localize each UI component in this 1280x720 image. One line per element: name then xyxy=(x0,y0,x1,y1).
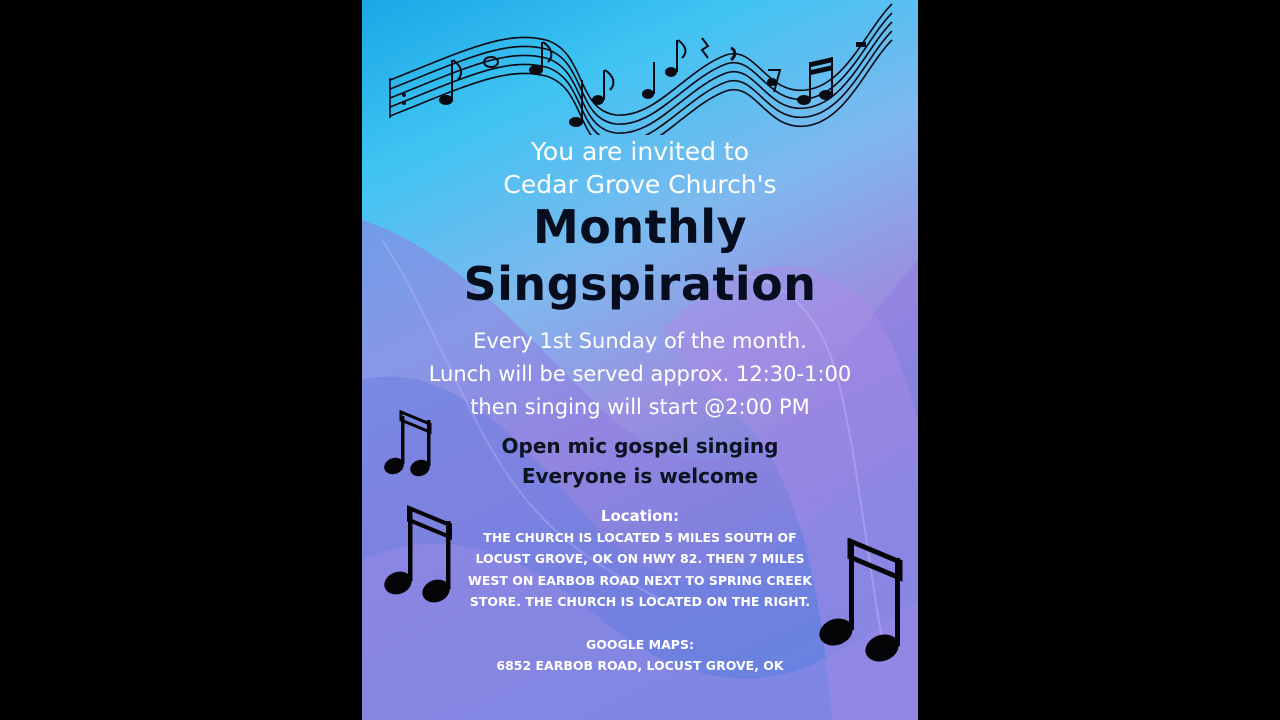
location-line-1: THE CHURCH IS LOCATED 5 MILES SOUTH OF xyxy=(483,530,797,545)
schedule-line-2: Lunch will be served approx. 12:30-1:00 xyxy=(428,362,852,386)
open-mic-line-2: Everyone is welcome xyxy=(521,464,759,488)
maps-address: 6852 EARBOB ROAD, LOCUST GROVE, OK xyxy=(496,658,784,673)
schedule-line-3: then singing will start @2:00 PM xyxy=(470,395,810,419)
music-staff-icon xyxy=(386,0,896,135)
maps-heading: GOOGLE MAPS: xyxy=(586,637,694,652)
title-line-2: Singspiration xyxy=(463,257,817,311)
location-heading: Location: xyxy=(600,507,680,525)
invite-line-2: Cedar Grove Church's xyxy=(503,170,777,199)
invite-line-1: You are invited to xyxy=(530,137,750,166)
open-mic-line-1: Open mic gospel singing xyxy=(501,434,779,458)
schedule-line-1: Every 1st Sunday of the month. xyxy=(473,329,807,353)
location-line-4: STORE. THE CHURCH IS LOCATED ON THE RIGHT. xyxy=(469,594,811,609)
singspiration-flyer xyxy=(362,0,918,720)
location-line-2: LOCUST GROVE, OK ON HWY 82. THEN 7 MILES xyxy=(475,551,805,566)
title-line-1: Monthly xyxy=(532,200,748,254)
location-line-3: WEST ON EARBOB ROAD NEXT TO SPRING CREEK xyxy=(468,573,812,588)
